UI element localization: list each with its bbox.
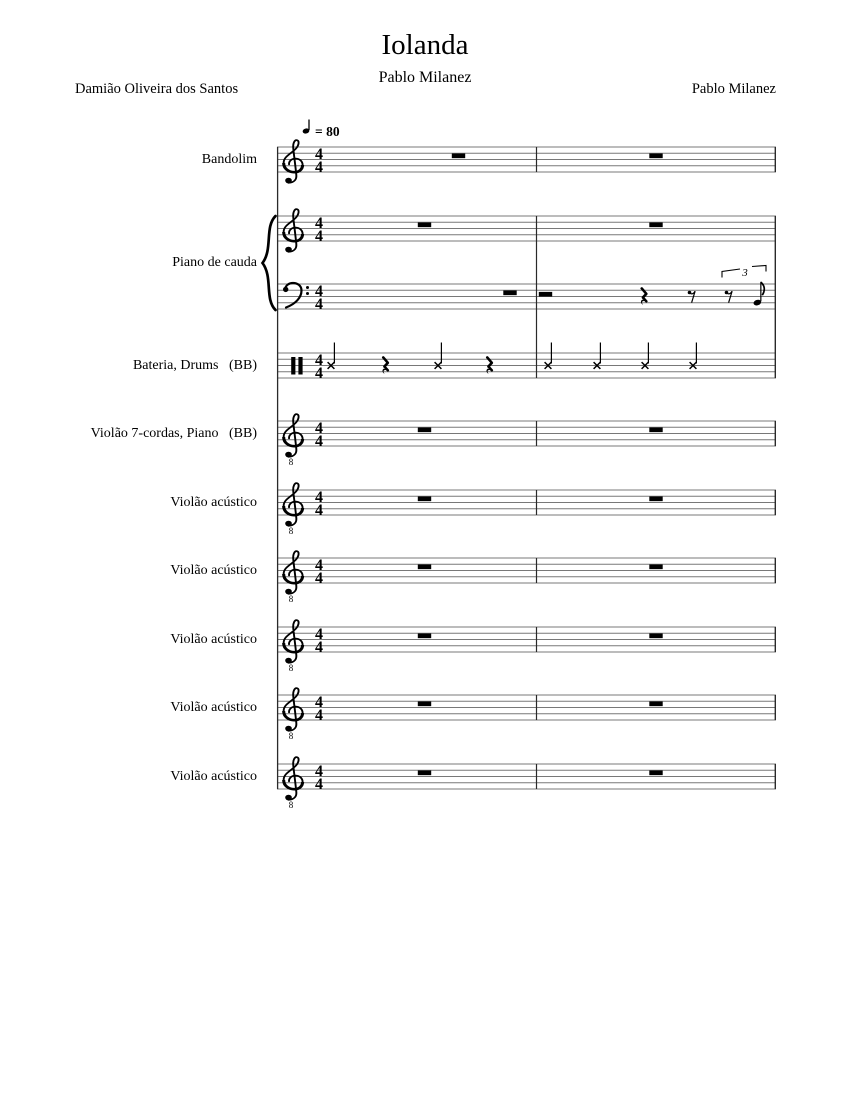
whole-rest bbox=[649, 770, 662, 775]
time-signature-lower: 4 bbox=[315, 227, 323, 245]
whole-rest bbox=[649, 496, 662, 501]
whole-rest bbox=[503, 290, 516, 295]
time-signature-lower: 4 bbox=[315, 295, 323, 313]
instrument-label-bandolim: Bandolim bbox=[201, 151, 257, 167]
time-signature-lower: 4 bbox=[315, 364, 323, 382]
time-signature-upper: 4 bbox=[315, 489, 323, 507]
staff-piano-bass bbox=[277, 282, 776, 313]
tempo-marking bbox=[302, 120, 340, 140]
whole-rest bbox=[649, 222, 662, 227]
time-signature-lower: 4 bbox=[315, 775, 323, 793]
x-notehead-quarter bbox=[594, 343, 601, 369]
staff-violao-4 bbox=[277, 688, 776, 741]
tuplet-bracket bbox=[722, 266, 766, 280]
barlines bbox=[278, 147, 776, 789]
instrument-label-violao-4: Violão acústico bbox=[170, 699, 257, 715]
instrument-label-violao-1: Violão acústico bbox=[170, 494, 257, 510]
instrument-label-violao-2: Violão acústico bbox=[170, 562, 257, 578]
staff-violao-3 bbox=[277, 620, 776, 673]
credit-composer: Pablo Milanez bbox=[691, 81, 776, 97]
whole-rest bbox=[649, 153, 662, 158]
whole-rest bbox=[418, 427, 431, 432]
time-signature-upper: 4 bbox=[315, 420, 323, 438]
octave-8-mark: 8 bbox=[288, 663, 294, 673]
half-rest bbox=[539, 292, 552, 297]
credit-arranger: Damião Oliveira dos Santos bbox=[75, 81, 239, 97]
time-signature-lower: 4 bbox=[315, 432, 323, 450]
whole-rest bbox=[649, 701, 662, 706]
whole-rest bbox=[418, 564, 431, 569]
whole-rest bbox=[418, 496, 431, 501]
octave-8-mark: 8 bbox=[288, 457, 294, 467]
time-signature-upper: 4 bbox=[315, 215, 323, 233]
whole-rest bbox=[418, 222, 431, 227]
page-title: Iolanda bbox=[381, 29, 469, 61]
whole-rest bbox=[418, 633, 431, 638]
whole-rest bbox=[649, 427, 662, 432]
x-notehead-quarter bbox=[545, 343, 552, 369]
instrument-label-piano: Piano de cauda bbox=[172, 254, 257, 270]
tuplet-number: 3 bbox=[742, 267, 748, 279]
octave-8-mark: 8 bbox=[288, 594, 294, 604]
staff-violao-2 bbox=[277, 551, 776, 604]
time-signature-lower: 4 bbox=[315, 638, 323, 656]
time-signature-upper: 4 bbox=[315, 352, 323, 370]
staff-violao-7 bbox=[277, 414, 776, 467]
staff-bateria bbox=[277, 343, 776, 382]
time-signature-lower: 4 bbox=[315, 706, 323, 724]
octave-8-mark: 8 bbox=[288, 731, 294, 741]
time-signature-upper: 4 bbox=[315, 763, 323, 781]
x-notehead-quarter bbox=[435, 343, 442, 369]
time-signature-upper: 4 bbox=[315, 626, 323, 644]
time-signature-upper: 4 bbox=[315, 283, 323, 301]
bass-clef-icon bbox=[283, 283, 309, 308]
x-notehead-quarter bbox=[690, 343, 697, 369]
whole-rest bbox=[649, 564, 662, 569]
whole-rest bbox=[649, 633, 662, 638]
time-signature-upper: 4 bbox=[315, 694, 323, 712]
instrument-label-bateria: Bateria, Drums (BB) bbox=[132, 357, 257, 373]
time-signature-upper: 4 bbox=[315, 557, 323, 575]
time-signature-lower: 4 bbox=[315, 158, 323, 176]
whole-rest bbox=[452, 153, 465, 158]
staff-piano-treble bbox=[277, 209, 776, 252]
whole-rest bbox=[418, 770, 431, 775]
whole-rest bbox=[418, 701, 431, 706]
instrument-label-violao-3: Violão acústico bbox=[170, 631, 257, 647]
time-signature-upper: 4 bbox=[315, 146, 323, 164]
octave-8-mark: 8 bbox=[288, 526, 294, 536]
piano-brace bbox=[263, 216, 276, 310]
octave-8-mark: 8 bbox=[288, 800, 294, 810]
instrument-label-violao7: Violão 7-cordas, Piano (BB) bbox=[90, 425, 257, 441]
time-signature-lower: 4 bbox=[315, 569, 323, 587]
x-notehead-quarter bbox=[642, 343, 649, 369]
staff-violao-1 bbox=[277, 483, 776, 536]
instrument-label-violao-5: Violão acústico bbox=[170, 768, 257, 784]
tempo-text: = 80 bbox=[315, 124, 340, 139]
staff-bandolim bbox=[277, 140, 776, 183]
staff-violao-5 bbox=[277, 757, 776, 810]
time-signature-lower: 4 bbox=[315, 501, 323, 519]
page-subtitle: Pablo Milanez bbox=[378, 69, 472, 86]
x-notehead-quarter bbox=[328, 343, 335, 369]
